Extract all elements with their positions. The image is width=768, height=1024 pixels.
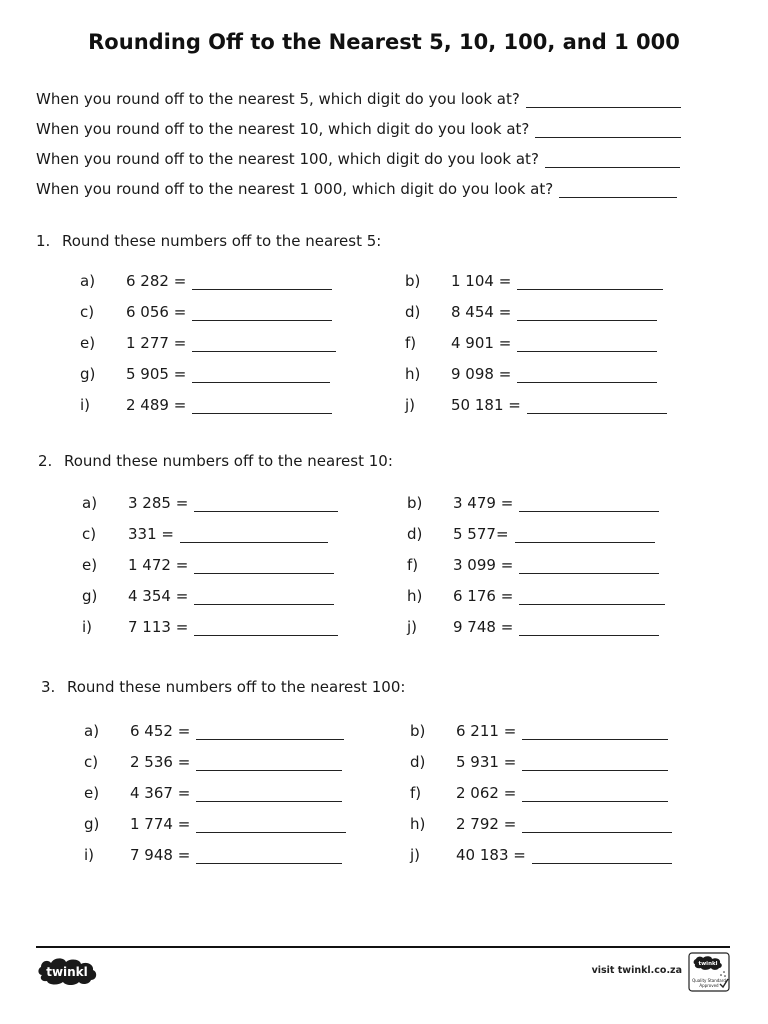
answer-blank[interactable]	[526, 91, 681, 108]
question-row	[0, 614, 768, 644]
footer-divider	[36, 946, 730, 948]
page-title: Rounding Off to the Nearest 5, 10, 100, and 1 000	[88, 30, 680, 54]
question-letter: h)	[405, 365, 421, 383]
question-expression: 5 931 =	[456, 753, 517, 771]
question-letter: j)	[410, 846, 421, 864]
question-row	[0, 552, 768, 582]
question-expression: 1 104 =	[451, 272, 512, 290]
answer-blank[interactable]	[527, 399, 667, 414]
answer-blank[interactable]	[559, 181, 677, 198]
answer-blank[interactable]	[522, 818, 672, 833]
question-expression: 2 792 =	[456, 815, 517, 833]
question-expression: 1 472 =	[128, 556, 189, 574]
question-row	[0, 842, 768, 872]
question-letter: d)	[407, 525, 423, 543]
section-number: 3.	[41, 678, 56, 696]
question-row	[0, 780, 768, 810]
question-letter: c)	[84, 753, 99, 771]
question-letter: a)	[82, 494, 98, 512]
answer-blank[interactable]	[522, 725, 668, 740]
question-expression: 5 905 =	[126, 365, 187, 383]
twinkl-logo	[36, 955, 100, 987]
question-expression: 6 056 =	[126, 303, 187, 321]
question-letter: g)	[80, 365, 96, 383]
question-row	[0, 361, 768, 391]
intro-question	[36, 144, 726, 174]
answer-blank[interactable]	[194, 559, 334, 574]
answer-blank[interactable]	[196, 849, 342, 864]
intro-question-text: When you round off to the nearest 1 000, which digit do you look at?	[36, 180, 554, 198]
answer-blank[interactable]	[519, 497, 659, 512]
question-expression: 7 113 =	[128, 618, 189, 636]
question-expression: 2 062 =	[456, 784, 517, 802]
question-letter: g)	[82, 587, 98, 605]
question-expression: 6 176 =	[453, 587, 514, 605]
answer-blank[interactable]	[517, 337, 657, 352]
answer-blank[interactable]	[196, 818, 346, 833]
question-expression: 6 452 =	[130, 722, 191, 740]
answer-blank[interactable]	[192, 368, 330, 383]
question-letter: e)	[84, 784, 100, 802]
answer-blank[interactable]	[517, 368, 657, 383]
answer-blank[interactable]	[192, 337, 336, 352]
intro-question	[36, 114, 726, 144]
answer-blank[interactable]	[522, 787, 668, 802]
answer-blank[interactable]	[194, 621, 338, 636]
question-letter: a)	[84, 722, 100, 740]
answer-blank[interactable]	[517, 275, 663, 290]
intro-question-text: When you round off to the nearest 100, which digit do you look at?	[36, 150, 539, 168]
question-letter: a)	[80, 272, 96, 290]
intro-question-text: When you round off to the nearest 5, which digit do you look at?	[36, 90, 520, 108]
section-heading-text: Round these numbers off to the nearest 10:	[64, 452, 393, 470]
question-expression: 6 211 =	[456, 722, 517, 740]
logo-text: twinkl	[46, 965, 88, 979]
question-expression: 3 285 =	[128, 494, 189, 512]
answer-blank[interactable]	[522, 756, 668, 771]
question-row	[0, 299, 768, 329]
question-letter: c)	[80, 303, 95, 321]
answer-blank[interactable]	[192, 399, 332, 414]
question-expression: 6 282 =	[126, 272, 187, 290]
answer-blank[interactable]	[545, 151, 680, 168]
question-row	[0, 330, 768, 360]
section-heading	[41, 678, 405, 696]
question-letter: i)	[84, 846, 95, 864]
question-letter: e)	[82, 556, 98, 574]
answer-blank[interactable]	[515, 528, 655, 543]
question-expression: 9 748 =	[453, 618, 514, 636]
question-row	[0, 521, 768, 551]
question-letter: d)	[410, 753, 426, 771]
question-expression: 4 354 =	[128, 587, 189, 605]
question-letter: j)	[405, 396, 416, 414]
answer-blank[interactable]	[519, 621, 659, 636]
section-number: 2.	[38, 452, 53, 470]
section-heading	[38, 452, 393, 470]
question-expression: 5 577=	[453, 525, 509, 543]
answer-blank[interactable]	[532, 849, 672, 864]
question-letter: b)	[410, 722, 426, 740]
answer-blank[interactable]	[192, 306, 332, 321]
question-expression: 2 536 =	[130, 753, 191, 771]
question-expression: 40 183 =	[456, 846, 526, 864]
question-letter: d)	[405, 303, 421, 321]
question-expression: 331 =	[128, 525, 174, 543]
answer-blank[interactable]	[196, 787, 342, 802]
question-expression: 3 099 =	[453, 556, 514, 574]
question-expression: 8 454 =	[451, 303, 512, 321]
question-letter: b)	[405, 272, 421, 290]
answer-blank[interactable]	[196, 756, 342, 771]
question-row	[0, 749, 768, 779]
question-letter: g)	[84, 815, 100, 833]
question-expression: 4 367 =	[130, 784, 191, 802]
section-heading-text: Round these numbers off to the nearest 5:	[62, 232, 382, 250]
answer-blank[interactable]	[194, 497, 338, 512]
section-heading-text: Round these numbers off to the nearest 100:	[67, 678, 406, 696]
question-letter: i)	[82, 618, 93, 636]
intro-questions	[36, 84, 726, 204]
question-expression: 1 774 =	[130, 815, 191, 833]
answer-blank[interactable]	[196, 725, 344, 740]
question-expression: 9 098 =	[451, 365, 512, 383]
answer-blank[interactable]	[519, 559, 659, 574]
question-letter: f)	[405, 334, 417, 352]
question-expression: 2 489 =	[126, 396, 187, 414]
question-letter: h)	[410, 815, 426, 833]
question-expression: 7 948 =	[130, 846, 191, 864]
answer-blank[interactable]	[180, 528, 328, 543]
intro-question-text: When you round off to the nearest 10, which digit do you look at?	[36, 120, 530, 138]
intro-question	[36, 174, 726, 204]
answer-blank[interactable]	[192, 275, 332, 290]
question-expression: 4 901 =	[451, 334, 512, 352]
question-letter: i)	[80, 396, 91, 414]
badge-brand: twinkl	[698, 961, 718, 967]
answer-blank[interactable]	[519, 590, 665, 605]
question-row	[0, 811, 768, 841]
answer-blank[interactable]	[194, 590, 334, 605]
question-letter: b)	[407, 494, 423, 512]
question-row	[0, 490, 768, 520]
question-row	[0, 583, 768, 613]
question-row	[0, 392, 768, 422]
question-letter: f)	[407, 556, 419, 574]
question-letter: j)	[407, 618, 418, 636]
intro-question	[36, 84, 726, 114]
question-letter: f)	[410, 784, 422, 802]
badge-caption: Quality Standard Approved	[692, 978, 726, 988]
question-expression: 1 277 =	[126, 334, 187, 352]
question-expression: 50 181 =	[451, 396, 521, 414]
answer-blank[interactable]	[535, 121, 681, 138]
question-letter: c)	[82, 525, 97, 543]
question-expression: 3 479 =	[453, 494, 514, 512]
question-letter: e)	[80, 334, 96, 352]
section-heading	[36, 232, 381, 250]
answer-blank[interactable]	[517, 306, 657, 321]
question-row	[0, 268, 768, 298]
question-row	[0, 718, 768, 748]
footer-visit-link[interactable]: visit twinkl.co.za	[591, 965, 682, 976]
question-letter: h)	[407, 587, 423, 605]
section-number: 1.	[36, 232, 51, 250]
